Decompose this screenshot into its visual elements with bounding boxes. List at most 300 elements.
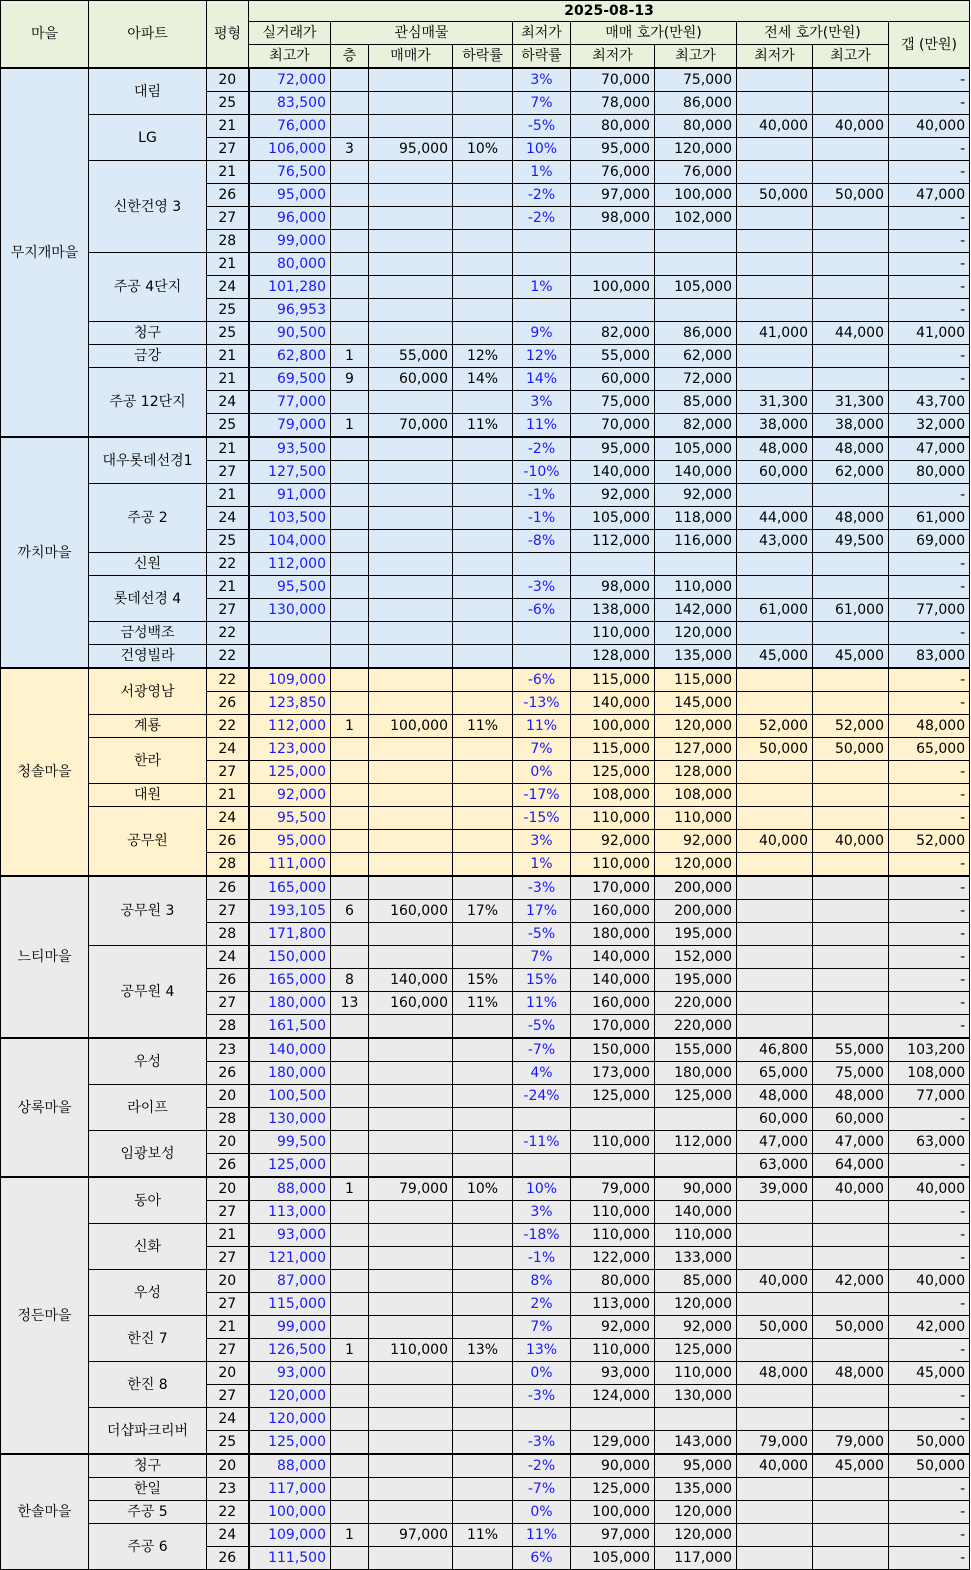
apartment-name: 롯데선경 4 [89, 576, 207, 622]
cell-gap: - [889, 923, 970, 946]
cell-interest-drop [453, 1062, 513, 1085]
cell-sale-min: 98,000 [571, 207, 655, 230]
cell-jeonse-max [813, 969, 889, 992]
header-floor: 층 [331, 45, 369, 69]
cell-gap: 65,000 [889, 738, 970, 761]
cell-interest-drop [453, 1408, 513, 1431]
cell-jeonse-min [737, 853, 813, 877]
cell-sale-min: 82,000 [571, 322, 655, 345]
cell-floor [331, 437, 369, 461]
cell-jeonse-max [813, 1408, 889, 1431]
cell-sale-min: 70,000 [571, 414, 655, 438]
cell-sale-min: 100,000 [571, 715, 655, 738]
cell-actual-max: 171,800 [249, 923, 331, 946]
cell-actual-max: 100,500 [249, 1085, 331, 1108]
cell-min-drop: -7% [513, 1038, 571, 1062]
cell-interest-drop [453, 1270, 513, 1293]
village-name: 정든마을 [1, 1177, 89, 1454]
cell-sale-min: 129,000 [571, 1431, 655, 1455]
cell-gap: - [889, 1339, 970, 1362]
cell-floor [331, 1062, 369, 1085]
cell-interest-price [369, 830, 453, 853]
cell-jeonse-max: 52,000 [813, 715, 889, 738]
cell-min-drop: 11% [513, 414, 571, 438]
header-min-price: 최저가 [513, 22, 571, 45]
cell-interest-drop [453, 437, 513, 461]
cell-actual-max: 99,000 [249, 230, 331, 253]
cell-interest-drop [453, 923, 513, 946]
cell-floor [331, 692, 369, 715]
cell-gap: - [889, 553, 970, 576]
cell-min-drop [513, 230, 571, 253]
cell-sale-min: 92,000 [571, 830, 655, 853]
cell-sale-min [571, 1154, 655, 1178]
cell-min-drop: 11% [513, 715, 571, 738]
cell-interest-price [369, 645, 453, 669]
cell-floor [331, 230, 369, 253]
cell-interest-drop [453, 807, 513, 830]
cell-interest-drop [453, 1316, 513, 1339]
cell-sale-max: 95,000 [655, 1454, 737, 1478]
village-name: 무지개마을 [1, 68, 89, 437]
apartment-name: 청구 [89, 322, 207, 345]
cell-min-drop: -15% [513, 807, 571, 830]
apartment-name: LG [89, 115, 207, 161]
cell-actual-max: 161,500 [249, 1015, 331, 1039]
table-row [1, 876, 970, 900]
cell-sale-min: 93,000 [571, 1362, 655, 1385]
cell-sale-min: 125,000 [571, 761, 655, 784]
cell-jeonse-min [737, 668, 813, 692]
cell-jeonse-max: 45,000 [813, 1454, 889, 1478]
cell-min-drop: -2% [513, 184, 571, 207]
cell-jeonse-max [813, 807, 889, 830]
cell-size: 24 [207, 1408, 249, 1431]
cell-min-drop: 3% [513, 1201, 571, 1224]
cell-interest-price: 95,000 [369, 138, 453, 161]
cell-size: 20 [207, 1085, 249, 1108]
cell-sale-max: 110,000 [655, 807, 737, 830]
cell-size: 24 [207, 276, 249, 299]
cell-floor: 1 [331, 345, 369, 368]
cell-gap: - [889, 1201, 970, 1224]
cell-interest-price: 55,000 [369, 345, 453, 368]
apartment-name: 더샵파크리버 [89, 1408, 207, 1455]
cell-min-drop: 1% [513, 853, 571, 877]
cell-interest-drop [453, 784, 513, 807]
cell-interest-drop [453, 507, 513, 530]
header-sale-quote: 매매 호가(만원) [571, 22, 737, 45]
cell-sale-max: 86,000 [655, 322, 737, 345]
cell-jeonse-max: 64,000 [813, 1154, 889, 1178]
cell-sale-max: 120,000 [655, 853, 737, 877]
cell-sale-min: 150,000 [571, 1038, 655, 1062]
apartment-name: 계룡 [89, 715, 207, 738]
cell-jeonse-min: 43,000 [737, 530, 813, 553]
cell-sale-min: 95,000 [571, 437, 655, 461]
cell-actual-max: 62,800 [249, 345, 331, 368]
cell-floor [331, 1015, 369, 1039]
cell-floor [331, 92, 369, 115]
cell-actual-max: 95,000 [249, 184, 331, 207]
table-row [1, 1270, 970, 1293]
cell-interest-drop [453, 692, 513, 715]
cell-jeonse-min: 45,000 [737, 645, 813, 669]
cell-gap: - [889, 1408, 970, 1431]
cell-min-drop: 3% [513, 830, 571, 853]
cell-interest-drop: 17% [453, 900, 513, 923]
table-body [1, 68, 970, 1570]
cell-sale-max: 195,000 [655, 923, 737, 946]
cell-sale-max: 118,000 [655, 507, 737, 530]
cell-interest-price [369, 484, 453, 507]
cell-sale-max: 152,000 [655, 946, 737, 969]
cell-size: 25 [207, 299, 249, 322]
cell-min-drop [513, 1154, 571, 1178]
cell-interest-price [369, 322, 453, 345]
cell-size: 21 [207, 115, 249, 138]
cell-size: 23 [207, 1038, 249, 1062]
cell-sale-max: 120,000 [655, 1501, 737, 1524]
cell-sale-min: 113,000 [571, 1293, 655, 1316]
cell-floor [331, 322, 369, 345]
cell-actual-max: 93,500 [249, 437, 331, 461]
cell-min-drop [513, 645, 571, 669]
cell-jeonse-min [737, 1201, 813, 1224]
table-row [1, 738, 970, 761]
cell-min-drop: 6% [513, 1547, 571, 1570]
cell-jeonse-min [737, 253, 813, 276]
cell-floor [331, 461, 369, 484]
cell-actual-max: 109,000 [249, 1524, 331, 1547]
cell-size: 21 [207, 484, 249, 507]
cell-jeonse-min [737, 553, 813, 576]
cell-gap: - [889, 207, 970, 230]
cell-jeonse-min [737, 1293, 813, 1316]
cell-sale-min: 55,000 [571, 345, 655, 368]
cell-interest-price [369, 738, 453, 761]
cell-jeonse-max [813, 1247, 889, 1270]
cell-interest-price [369, 622, 453, 645]
apartment-name: 한진 7 [89, 1316, 207, 1362]
cell-sale-max: 145,000 [655, 692, 737, 715]
cell-interest-price [369, 1362, 453, 1385]
cell-actual-max [249, 622, 331, 645]
table-row [1, 345, 970, 368]
cell-size: 21 [207, 253, 249, 276]
cell-gap: 63,000 [889, 1131, 970, 1154]
cell-jeonse-min [737, 207, 813, 230]
cell-sale-min: 170,000 [571, 876, 655, 900]
cell-min-drop: 17% [513, 900, 571, 923]
cell-interest-price [369, 1270, 453, 1293]
header-jeonse-max: 최고가 [813, 45, 889, 69]
cell-actual-max: 80,000 [249, 253, 331, 276]
cell-floor [331, 507, 369, 530]
cell-jeonse-max [813, 68, 889, 92]
cell-sale-min: 80,000 [571, 115, 655, 138]
cell-interest-drop: 15% [453, 969, 513, 992]
cell-interest-drop [453, 645, 513, 669]
cell-gap: - [889, 161, 970, 184]
cell-sale-min: 124,000 [571, 1385, 655, 1408]
cell-floor [331, 1316, 369, 1339]
cell-min-drop: 15% [513, 969, 571, 992]
apartment-name: 주공 5 [89, 1501, 207, 1524]
cell-interest-price [369, 692, 453, 715]
cell-interest-price: 110,000 [369, 1339, 453, 1362]
header-actual-max: 최고가 [249, 45, 331, 69]
cell-actual-max: 125,000 [249, 1154, 331, 1178]
cell-min-drop: 3% [513, 68, 571, 92]
cell-floor [331, 299, 369, 322]
cell-size: 27 [207, 761, 249, 784]
cell-actual-max: 130,000 [249, 1108, 331, 1131]
cell-jeonse-max [813, 923, 889, 946]
cell-jeonse-max: 44,000 [813, 322, 889, 345]
cell-interest-price [369, 68, 453, 92]
cell-sale-min: 79,000 [571, 1177, 655, 1201]
cell-jeonse-max: 60,000 [813, 1108, 889, 1131]
apartment-name: 한일 [89, 1478, 207, 1501]
cell-min-drop: 2% [513, 1293, 571, 1316]
cell-min-drop: -13% [513, 692, 571, 715]
cell-jeonse-min [737, 900, 813, 923]
cell-sale-max: 133,000 [655, 1247, 737, 1270]
cell-actual-max: 127,500 [249, 461, 331, 484]
table-row [1, 1131, 970, 1154]
cell-actual-max: 93,000 [249, 1362, 331, 1385]
cell-jeonse-max: 48,000 [813, 1085, 889, 1108]
cell-jeonse-max: 45,000 [813, 645, 889, 669]
village-name: 한솔마을 [1, 1454, 89, 1570]
cell-actual-max: 76,000 [249, 115, 331, 138]
cell-min-drop: -3% [513, 1431, 571, 1455]
cell-min-drop: 10% [513, 1177, 571, 1201]
cell-interest-price: 100,000 [369, 715, 453, 738]
cell-jeonse-max [813, 1224, 889, 1247]
cell-sale-min: 110,000 [571, 1131, 655, 1154]
cell-sale-max: 180,000 [655, 1062, 737, 1085]
cell-size: 22 [207, 715, 249, 738]
cell-jeonse-min: 48,000 [737, 437, 813, 461]
cell-jeonse-min [737, 1408, 813, 1431]
cell-interest-price [369, 299, 453, 322]
cell-min-drop: 0% [513, 761, 571, 784]
cell-size: 26 [207, 692, 249, 715]
cell-size: 28 [207, 230, 249, 253]
cell-interest-price [369, 207, 453, 230]
cell-sale-max: 140,000 [655, 461, 737, 484]
cell-actual-max: 77,000 [249, 391, 331, 414]
cell-interest-price [369, 553, 453, 576]
cell-min-drop: -10% [513, 461, 571, 484]
cell-size: 24 [207, 946, 249, 969]
cell-jeonse-max [813, 553, 889, 576]
cell-size: 21 [207, 1316, 249, 1339]
table-row [1, 715, 970, 738]
cell-jeonse-min [737, 92, 813, 115]
cell-sale-max: 140,000 [655, 1201, 737, 1224]
cell-size: 24 [207, 738, 249, 761]
cell-sale-max: 108,000 [655, 784, 737, 807]
cell-size: 27 [207, 1247, 249, 1270]
cell-interest-drop [453, 576, 513, 599]
cell-sale-max: 62,000 [655, 345, 737, 368]
cell-jeonse-min [737, 1547, 813, 1570]
cell-actual-max [249, 645, 331, 669]
cell-jeonse-max: 48,000 [813, 437, 889, 461]
cell-sale-min: 160,000 [571, 900, 655, 923]
cell-sale-max: 142,000 [655, 599, 737, 622]
apartment-name: 청구 [89, 1454, 207, 1478]
table-row [1, 946, 970, 969]
cell-min-drop: 0% [513, 1362, 571, 1385]
cell-interest-drop [453, 276, 513, 299]
cell-jeonse-min: 50,000 [737, 1316, 813, 1339]
village-name: 청솔마을 [1, 668, 89, 876]
cell-actual-max: 91,000 [249, 484, 331, 507]
cell-jeonse-min [737, 1478, 813, 1501]
apartment-name: 금성백조 [89, 622, 207, 645]
apartment-name: 임광보성 [89, 1131, 207, 1178]
cell-floor [331, 853, 369, 877]
cell-actual-max: 87,000 [249, 1270, 331, 1293]
cell-floor: 1 [331, 1524, 369, 1547]
cell-gap: - [889, 1224, 970, 1247]
cell-jeonse-min [737, 1247, 813, 1270]
cell-gap: - [889, 1015, 970, 1039]
cell-gap: - [889, 853, 970, 877]
cell-jeonse-max [813, 207, 889, 230]
cell-gap: - [889, 1247, 970, 1270]
cell-jeonse-min: 48,000 [737, 1085, 813, 1108]
cell-actual-max: 165,000 [249, 969, 331, 992]
cell-gap: 50,000 [889, 1454, 970, 1478]
cell-sale-max: 120,000 [655, 1524, 737, 1547]
cell-gap: 42,000 [889, 1316, 970, 1339]
cell-size: 26 [207, 876, 249, 900]
cell-actual-max: 104,000 [249, 530, 331, 553]
cell-jeonse-min [737, 68, 813, 92]
table-row [1, 622, 970, 645]
cell-interest-drop [453, 68, 513, 92]
cell-min-drop: 8% [513, 1270, 571, 1293]
cell-jeonse-max: 31,300 [813, 391, 889, 414]
cell-size: 21 [207, 437, 249, 461]
cell-jeonse-min [737, 1224, 813, 1247]
cell-jeonse-min: 31,300 [737, 391, 813, 414]
cell-floor [331, 253, 369, 276]
cell-sale-min: 100,000 [571, 1501, 655, 1524]
cell-sale-min [571, 1108, 655, 1131]
cell-size: 27 [207, 1385, 249, 1408]
cell-jeonse-min: 61,000 [737, 599, 813, 622]
cell-jeonse-min [737, 1339, 813, 1362]
cell-min-drop: 1% [513, 161, 571, 184]
cell-size: 28 [207, 1015, 249, 1039]
cell-gap: 103,200 [889, 1038, 970, 1062]
cell-gap: - [889, 1501, 970, 1524]
cell-floor [331, 115, 369, 138]
cell-size: 20 [207, 1454, 249, 1478]
cell-sale-min: 122,000 [571, 1247, 655, 1270]
cell-sale-min: 180,000 [571, 923, 655, 946]
cell-floor [331, 1154, 369, 1178]
cell-interest-drop [453, 1154, 513, 1178]
cell-jeonse-min: 79,000 [737, 1431, 813, 1455]
cell-jeonse-min [737, 876, 813, 900]
cell-size: 27 [207, 599, 249, 622]
cell-jeonse-max [813, 946, 889, 969]
cell-interest-price [369, 1293, 453, 1316]
cell-jeonse-min: 40,000 [737, 1270, 813, 1293]
cell-gap: - [889, 230, 970, 253]
cell-min-drop [513, 253, 571, 276]
apartment-name: 신원 [89, 553, 207, 576]
cell-jeonse-min [737, 368, 813, 391]
cell-interest-drop [453, 530, 513, 553]
cell-interest-drop: 10% [453, 138, 513, 161]
cell-actual-max: 95,500 [249, 807, 331, 830]
cell-size: 26 [207, 1062, 249, 1085]
cell-jeonse-min [737, 1524, 813, 1547]
cell-gap: - [889, 484, 970, 507]
cell-actual-max: 123,850 [249, 692, 331, 715]
cell-size: 25 [207, 92, 249, 115]
cell-jeonse-min [737, 161, 813, 184]
cell-sale-max: 110,000 [655, 576, 737, 599]
cell-floor [331, 1408, 369, 1431]
cell-sale-min: 110,000 [571, 853, 655, 877]
cell-jeonse-max: 48,000 [813, 507, 889, 530]
cell-actual-max: 106,000 [249, 138, 331, 161]
cell-size: 25 [207, 414, 249, 438]
cell-min-drop: 7% [513, 92, 571, 115]
table-row [1, 1038, 970, 1062]
cell-actual-max: 165,000 [249, 876, 331, 900]
cell-jeonse-max [813, 992, 889, 1015]
cell-sale-min: 105,000 [571, 1547, 655, 1570]
cell-jeonse-max [813, 368, 889, 391]
cell-floor [331, 1201, 369, 1224]
cell-sale-max: 105,000 [655, 437, 737, 461]
cell-floor [331, 184, 369, 207]
cell-size: 20 [207, 1177, 249, 1201]
cell-actual-max: 115,000 [249, 1293, 331, 1316]
apartment-name: 대우롯데선경1 [89, 437, 207, 484]
header-date: 2025-08-13 [249, 1, 970, 22]
cell-actual-max: 90,500 [249, 322, 331, 345]
cell-jeonse-max [813, 692, 889, 715]
cell-actual-max: 130,000 [249, 599, 331, 622]
cell-min-drop: 0% [513, 1501, 571, 1524]
cell-gap: 52,000 [889, 830, 970, 853]
cell-jeonse-min [737, 484, 813, 507]
cell-floor [331, 784, 369, 807]
cell-interest-drop [453, 391, 513, 414]
cell-floor [331, 1108, 369, 1131]
cell-sale-min: 92,000 [571, 1316, 655, 1339]
table-row [1, 576, 970, 599]
cell-jeonse-max: 50,000 [813, 184, 889, 207]
cell-actual-max: 150,000 [249, 946, 331, 969]
cell-sale-max: 92,000 [655, 1316, 737, 1339]
cell-actual-max: 120,000 [249, 1408, 331, 1431]
cell-sale-max: 143,000 [655, 1431, 737, 1455]
cell-sale-max [655, 299, 737, 322]
cell-size: 26 [207, 1154, 249, 1178]
